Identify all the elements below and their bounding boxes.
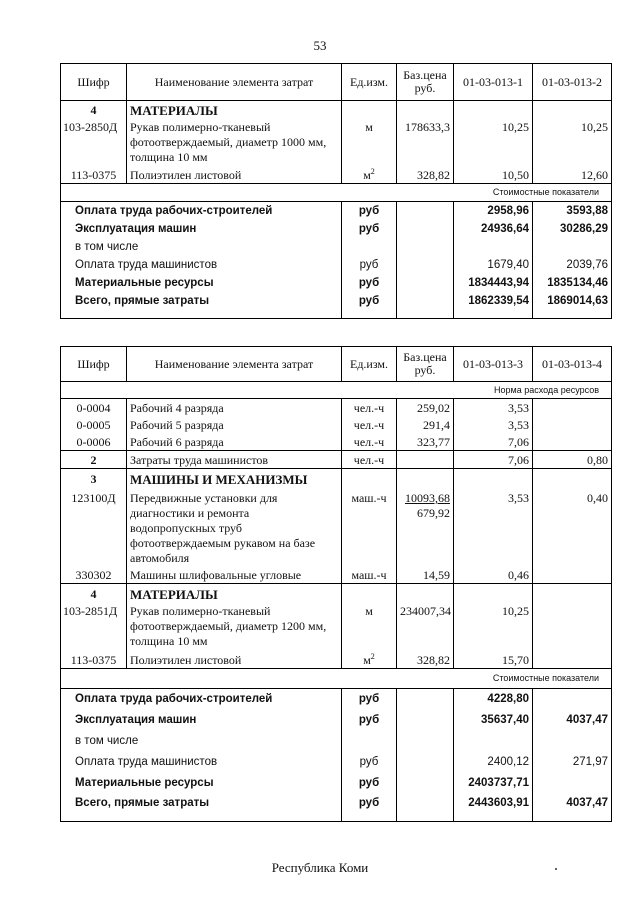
row-value-1: 3,53 xyxy=(454,487,533,566)
summary-label: Материальные ресурсы xyxy=(61,274,342,292)
summary-label: Эксплуатация машин xyxy=(61,220,342,238)
row-value-1: 10,50 xyxy=(454,165,533,184)
col-header-name: Наименование элемента затрат xyxy=(127,347,342,382)
table-row xyxy=(61,433,612,451)
row-price: 14,59 xyxy=(397,566,454,584)
col-header-unit: Ед.изм. xyxy=(342,64,397,101)
row-value-2 xyxy=(533,649,612,669)
price-underlined: 10093,68 xyxy=(405,491,450,505)
summary-value-2 xyxy=(533,689,612,710)
band-label: Стоимостные показатели xyxy=(61,669,612,689)
section-title: МАТЕРИАЛЫ xyxy=(127,101,342,119)
row-name: Затраты труда машинистов xyxy=(127,451,342,469)
row-code: 330302 xyxy=(61,566,127,584)
summary-unit: руб xyxy=(342,220,397,238)
section-number: 4 xyxy=(61,584,127,603)
row-name: Рукав полимерно-тканевый фотоотверждаемый, диаметр 1000 мм, толщина 10 мм xyxy=(127,118,342,165)
row-unit: чел.-ч xyxy=(342,416,397,433)
col-header-price: Баз.цена руб. xyxy=(397,347,454,382)
price-secondary: 679,92 xyxy=(417,506,450,520)
band-label: Норма расхода ресурсов xyxy=(61,382,612,399)
page-number: 53 xyxy=(313,38,327,53)
section-row xyxy=(61,584,612,603)
section-number: 3 xyxy=(61,469,127,488)
row-value-2 xyxy=(533,416,612,433)
table-row xyxy=(61,165,612,184)
summary-row xyxy=(61,794,612,822)
table-row xyxy=(61,416,612,433)
summary-label: Всего, прямые затраты xyxy=(61,794,342,822)
summary-unit: руб xyxy=(342,256,397,274)
summary-label: в том числе xyxy=(61,238,342,256)
row-code: 113-0375 xyxy=(61,649,127,669)
table-row xyxy=(61,566,612,584)
summary-unit: руб xyxy=(342,292,397,318)
row-value-2: 10,25 xyxy=(533,118,612,165)
row-name: Полиэтилен листовой xyxy=(127,649,342,669)
row-name: Рукав полимерно-тканевый фотоотверждаемый, диаметр 1200 мм, толщина 10 мм xyxy=(127,602,342,649)
summary-value-2: 271,97 xyxy=(533,752,612,773)
row-name: Рабочий 6 разряда xyxy=(127,433,342,451)
row-name: Машины шлифовальные угловые xyxy=(127,566,342,584)
summary-unit: руб xyxy=(342,689,397,710)
row-price: 259,02 xyxy=(397,399,454,417)
footer-region: Республика Коми xyxy=(271,860,369,875)
col-header-code: Шифр xyxy=(61,347,127,382)
col-header-price: Баз.цена руб. xyxy=(397,64,454,101)
summary-row xyxy=(61,689,612,710)
table-row xyxy=(61,118,612,165)
summary-row xyxy=(61,731,612,752)
summary-unit: руб xyxy=(342,752,397,773)
row-unit: $м^2$ xyxy=(342,649,397,669)
summary-value-2: 30286,29 xyxy=(533,220,612,238)
summary-value-2: 1835134,46 xyxy=(533,274,612,292)
row-name: Полиэтилен листовой xyxy=(127,165,342,184)
row-code: 0-0006 xyxy=(61,433,127,451)
summary-value-2: 1869014,63 xyxy=(533,292,612,318)
summary-value-1: 1679,40 xyxy=(454,256,533,274)
band-label: Стоимостные показатели xyxy=(61,184,612,202)
row-name: Рабочий 5 разряда xyxy=(127,416,342,433)
summary-label: Всего, прямые затраты xyxy=(61,292,342,318)
section-title: МАШИНЫ И МЕХАНИЗМЫ xyxy=(127,469,342,488)
row-price: 323,77 xyxy=(397,433,454,451)
summary-value-1: 2443603,91 xyxy=(454,794,533,822)
row-code: 113-0375 xyxy=(61,165,127,184)
table-row xyxy=(61,649,612,669)
summary-row xyxy=(61,710,612,731)
summary-value-2 xyxy=(533,773,612,794)
row-value-2 xyxy=(533,602,612,649)
row-code: 0-0005 xyxy=(61,416,127,433)
table-row xyxy=(61,602,612,649)
row-value-2: 0,40 xyxy=(533,487,612,566)
row-unit: м xyxy=(342,602,397,649)
summary-value-1: 1862339,54 xyxy=(454,292,533,318)
row-value-2 xyxy=(533,566,612,584)
row-price: 328,82 xyxy=(397,649,454,669)
summary-value-1: 1834443,94 xyxy=(454,274,533,292)
row-code: 2 xyxy=(61,451,127,469)
row-name: Передвижные установки для диагностики и ремонта водопропускных труб фотоотверждаемым рукавом на базе автомобиля xyxy=(127,487,342,566)
summary-label: в том числе xyxy=(61,731,342,752)
band-row xyxy=(61,382,612,399)
row-unit: чел.-ч xyxy=(342,399,397,417)
section-title: МАТЕРИАЛЫ xyxy=(127,584,342,603)
row-price xyxy=(397,487,454,566)
summary-value-1: 24936,64 xyxy=(454,220,533,238)
summary-label: Материальные ресурсы xyxy=(61,773,342,794)
band-row xyxy=(61,669,612,689)
row-value-1: 7,06 xyxy=(454,451,533,469)
row-unit: м xyxy=(342,118,397,165)
summary-label: Эксплуатация машин xyxy=(61,710,342,731)
row-value-1: 10,25 xyxy=(454,602,533,649)
col-header-v1: 01-03-013-1 xyxy=(454,64,533,101)
cost-table-2 xyxy=(60,346,612,822)
row-price: 178633,3 xyxy=(397,118,454,165)
row-value-1: 15,70 xyxy=(454,649,533,669)
row-code: 103-2850Д xyxy=(61,118,127,165)
summary-value-1: 4228,80 xyxy=(454,689,533,710)
row-value-1: 3,53 xyxy=(454,416,533,433)
summary-row xyxy=(61,773,612,794)
row-unit: $м^2$ xyxy=(342,165,397,184)
row-unit: маш.-ч xyxy=(342,487,397,566)
summary-label: Оплата труда машинистов xyxy=(61,752,342,773)
section-row xyxy=(61,469,612,488)
table-header-row xyxy=(61,64,612,101)
summary-unit: руб xyxy=(342,773,397,794)
summary-label: Оплата труда рабочих-строителей xyxy=(61,689,342,710)
summary-value-1: 2403737,71 xyxy=(454,773,533,794)
col-header-v4: 01-03-013-4 xyxy=(533,347,612,382)
summary-value-1: 2958,96 xyxy=(454,202,533,221)
row-value-1: 0,46 xyxy=(454,566,533,584)
table-row xyxy=(61,487,612,566)
section-number: 4 xyxy=(61,101,127,119)
row-price: 234007,34 xyxy=(397,602,454,649)
summary-unit: руб xyxy=(342,274,397,292)
summary-value-2: 4037,47 xyxy=(533,710,612,731)
summary-row xyxy=(61,752,612,773)
row-value-2: 12,60 xyxy=(533,165,612,184)
col-header-v3: 01-03-013-3 xyxy=(454,347,533,382)
row-price xyxy=(397,451,454,469)
row-value-1: 3,53 xyxy=(454,399,533,417)
cost-table-1 xyxy=(60,63,612,319)
summary-unit: руб xyxy=(342,710,397,731)
summary-value-1: 35637,40 xyxy=(454,710,533,731)
row-value-1: 10,25 xyxy=(454,118,533,165)
row-code: 0-0004 xyxy=(61,399,127,417)
summary-row xyxy=(61,202,612,221)
summary-row xyxy=(61,220,612,238)
row-price: 328,82 xyxy=(397,165,454,184)
col-header-name: Наименование элемента затрат xyxy=(127,64,342,101)
section-row xyxy=(61,101,612,119)
summary-label: Оплата труда машинистов xyxy=(61,256,342,274)
row-value-2 xyxy=(533,433,612,451)
col-header-unit: Ед.изм. xyxy=(342,347,397,382)
row-value-2: 0,80 xyxy=(533,451,612,469)
summary-value-2: 3593,88 xyxy=(533,202,612,221)
row-value-2 xyxy=(533,399,612,417)
summary-value-2: 2039,76 xyxy=(533,256,612,274)
row-unit: чел.-ч xyxy=(342,433,397,451)
summary-value-2: 4037,47 xyxy=(533,794,612,822)
band-row xyxy=(61,184,612,202)
summary-row xyxy=(61,292,612,318)
row-name: Рабочий 4 разряда xyxy=(127,399,342,417)
row-code: 103-2851Д xyxy=(61,602,127,649)
table-row xyxy=(61,399,612,417)
row-code: 123100Д xyxy=(61,487,127,566)
row-unit: маш.-ч xyxy=(342,566,397,584)
summary-label: Оплата труда рабочих-строителей xyxy=(61,202,342,221)
summary-unit: руб xyxy=(342,794,397,822)
summary-row xyxy=(61,274,612,292)
summary-unit: руб xyxy=(342,202,397,221)
row-value-1: 7,06 xyxy=(454,433,533,451)
summary-value-1: 2400,12 xyxy=(454,752,533,773)
row-unit: чел.-ч xyxy=(342,451,397,469)
col-header-v2: 01-03-013-2 xyxy=(533,64,612,101)
col-header-code: Шифр xyxy=(61,64,127,101)
table-row xyxy=(61,451,612,469)
row-price: 291,4 xyxy=(397,416,454,433)
summary-row xyxy=(61,256,612,274)
stray-dot xyxy=(555,868,557,870)
table-header-row xyxy=(61,347,612,382)
summary-row xyxy=(61,238,612,256)
